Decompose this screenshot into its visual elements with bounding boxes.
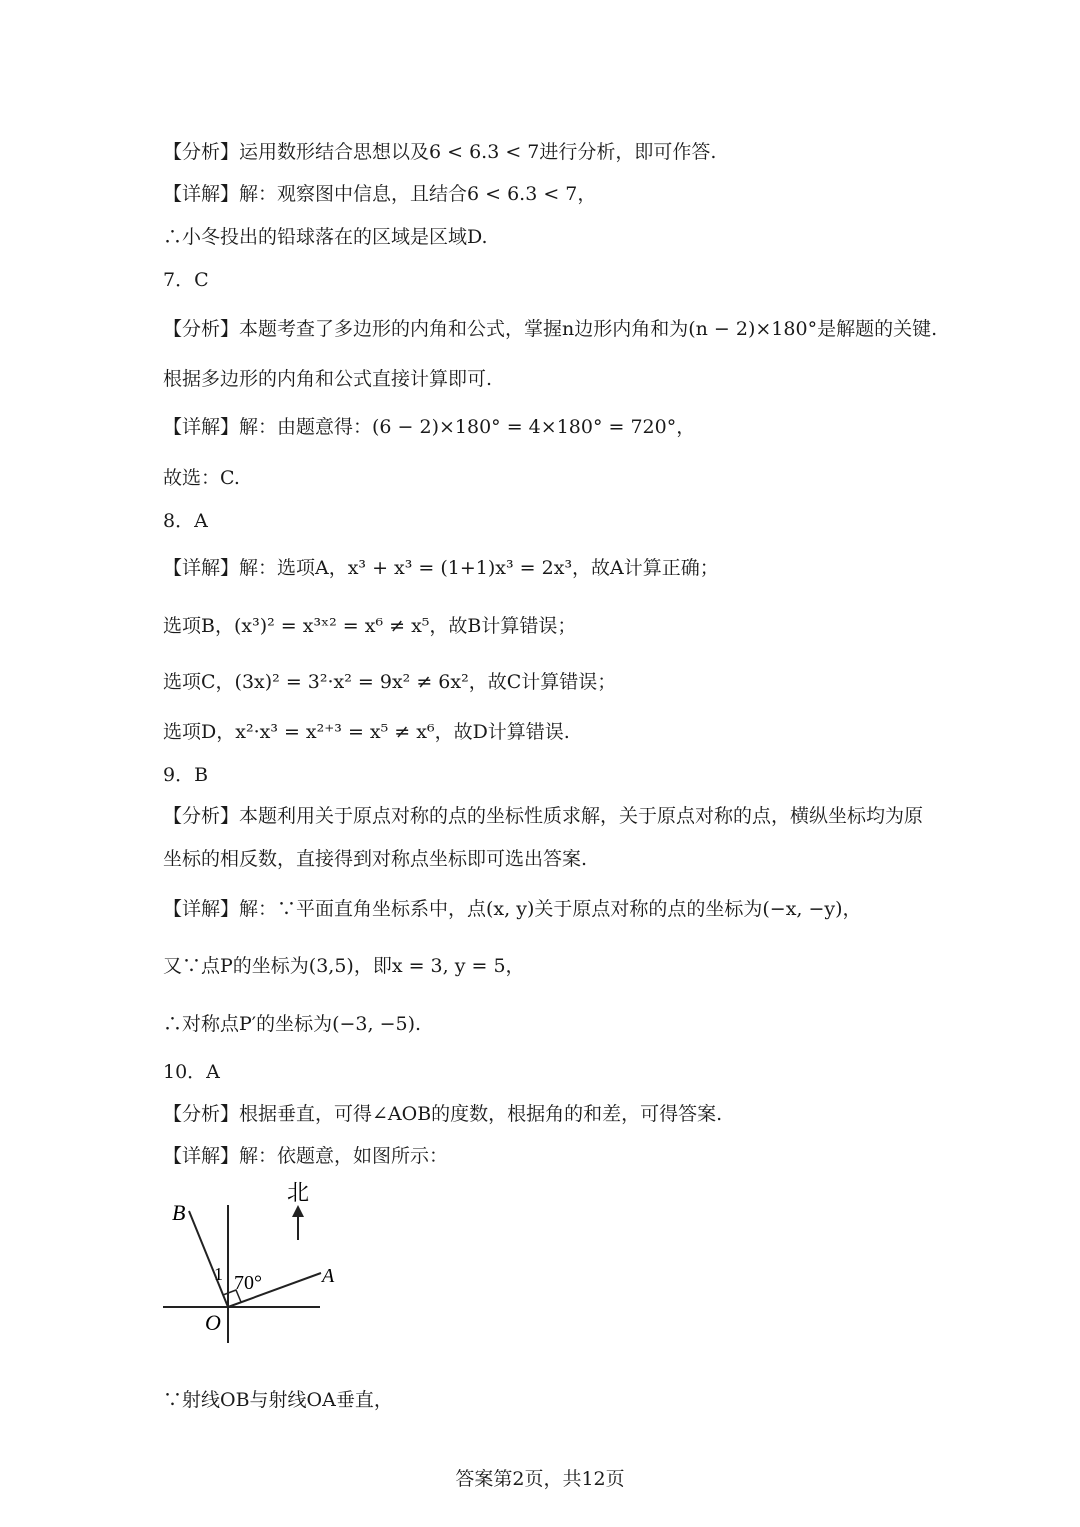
point-a-label: A — [322, 1265, 335, 1287]
page-footer: 答案第2页，共12页 — [455, 1468, 625, 1490]
analysis-9-cont: 坐标的相反数，直接得到对称点坐标即可选出答案. — [163, 848, 588, 870]
conclusion-9: ∴对称点P′的坐标为(−3, −5). — [163, 1013, 422, 1035]
angle-1-label: 1 — [214, 1264, 223, 1284]
question-8-answer: 8．A — [163, 510, 208, 532]
solution-8-a: 【详解】解：选项A，x³ + x³ = (1+1)x³ = 2x³，故A计算正确； — [163, 557, 719, 579]
analysis-10: 【分析】根据垂直，可得∠AOB的度数，根据角的和差，可得答案. — [163, 1103, 723, 1125]
question-7-answer: 7．C — [163, 269, 209, 291]
point-o-label: O — [205, 1310, 221, 1335]
analysis-9: 【分析】本题利用关于原点对称的点的坐标性质求解，关于原点对称的点，横纵坐标均为原 — [163, 805, 924, 827]
solution-9-cont: 又∵点P的坐标为(3,5)，即x = 3, y = 5， — [163, 955, 525, 977]
north-arrow-head — [292, 1205, 304, 1217]
conclusion-6: ∴小冬投出的铅球落在的区域是区域D. — [163, 226, 488, 248]
angle-70-label: 70° — [234, 1272, 262, 1294]
point-b-label: B — [172, 1200, 186, 1225]
solution-7: 【详解】解：由题意得：(6 − 2)×180° = 4×180° = 720°， — [163, 416, 696, 438]
question-10-answer: 10．A — [163, 1061, 220, 1083]
ray-ob — [189, 1211, 228, 1307]
solution-6: 【详解】解：观察图中信息，且结合6 < 6.3 < 7， — [163, 183, 597, 205]
solution-9: 【详解】解：∵平面直角坐标系中，点(x, y)关于原点对称的点的坐标为(−x, −y)， — [163, 898, 862, 920]
solution-10: 【详解】解：依题意，如图所示： — [163, 1145, 449, 1167]
choice-7: 故选：C. — [163, 467, 240, 489]
north-label: 北 — [287, 1180, 310, 1205]
analysis-7-cont: 根据多边形的内角和公式直接计算即可. — [163, 368, 493, 390]
question-9-answer: 9．B — [163, 764, 209, 786]
analysis-7: 【分析】本题考查了多边形的内角和公式，掌握n边形内角和为(n − 2)×180°是解题的关键. — [163, 318, 938, 340]
solution-8-c: 选项C，(3x)² = 3²·x² = 9x² ≠ 6x²，故C计算错误； — [163, 671, 617, 693]
solution-10-cont: ∵射线OB与射线OA垂直， — [163, 1389, 393, 1411]
solution-8-d: 选项D，x²·x³ = x²⁺³ = x⁵ ≠ x⁶，故D计算错误. — [163, 721, 570, 743]
solution-8-b: 选项B，(x³)² = x³ˣ² = x⁶ ≠ x⁵，故B计算错误； — [163, 615, 577, 637]
analysis-6: 【分析】运用数形结合思想以及6 < 6.3 < 7进行分析，即可作答. — [163, 141, 717, 163]
